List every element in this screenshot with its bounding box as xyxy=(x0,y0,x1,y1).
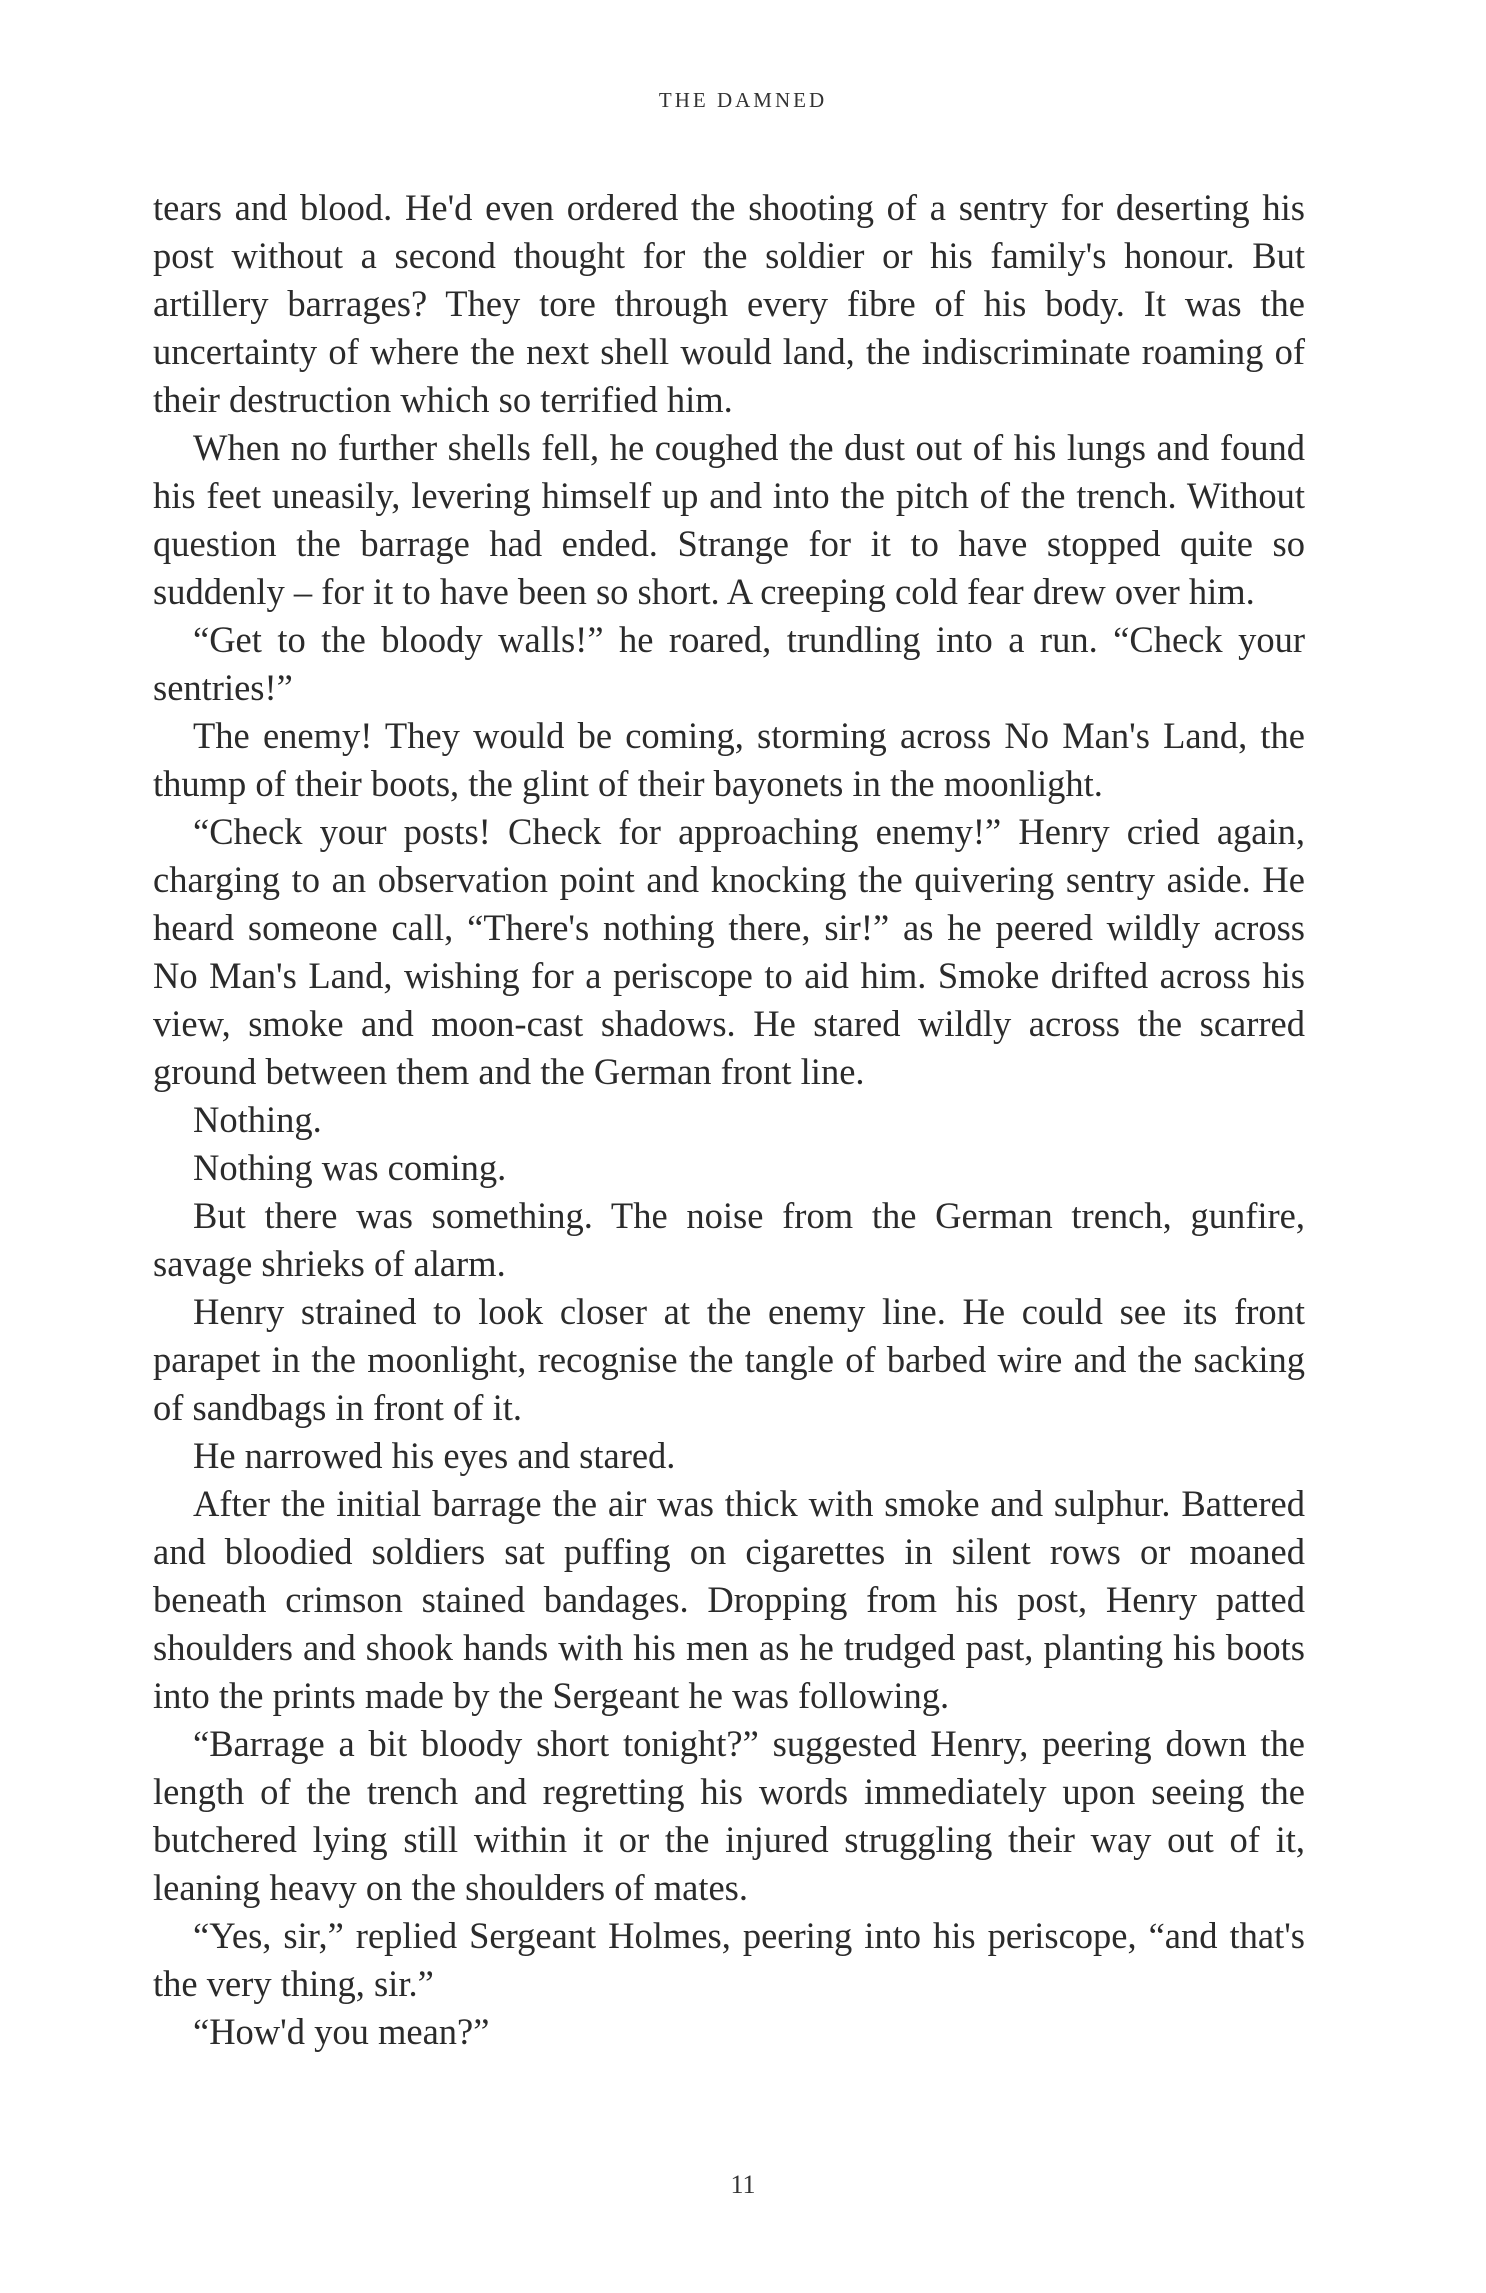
paragraph: Nothing. xyxy=(193,1099,322,1140)
paragraph: Nothing was coming. xyxy=(193,1147,507,1188)
paragraph: He narrowed his eyes and stared. xyxy=(193,1435,676,1476)
paragraph: After the initial barrage the air was thick with smoke and sulphur. Battered and bloodied soldiers sat puffing on cigarettes in silent rows or moaned beneath crimson stained bandages. Dropping from his post, Henry patted shoulders and shook hands with his men as he trudged past, planting his boots into the prints made by the Sergeant he was following. xyxy=(153,1483,1305,1716)
running-head: THE DAMNED xyxy=(658,88,828,112)
paragraph: Henry strained to look closer at the enemy line. He could see its front parapet in the moonlight, recognise the tangle of barbed wire and the sacking of sandbags in front of it. xyxy=(153,1291,1305,1428)
paragraph: “Check your posts! Check for approaching enemy!” Henry cried again, charging to an observation point and knocking the quivering sentry aside. He heard someone call, “There's nothing there, sir!” as he peered wildly across No Man's Land, wishing for a periscope to aid him. Smoke drifted across his view, smoke and moon-cast shadows. He stared wildly across the scarred ground between them and the German front line. xyxy=(153,811,1305,1092)
paragraph: But there was something. The noise from the German trench, gunfire, savage shrieks of alarm. xyxy=(153,1195,1305,1284)
paragraph: tears and blood. He'd even ordered the shooting of a sentry for deserting his post without a second thought for the soldier or his family's honour. But artillery barrages? They tore through every fibre of his body. It was the uncertainty of where the next shell would land, the indiscriminate roaming of their destruction which so terrified him. xyxy=(153,187,1305,420)
paragraph: The enemy! They would be coming, storming across No Man's Land, the thump of their boots, the glint of their bayonets in the moonlight. xyxy=(153,715,1305,804)
paragraph: “Get to the bloody walls!” he roared, trundling into a run. “Check your sentries!” xyxy=(153,619,1305,708)
paragraph: “How'd you mean?” xyxy=(193,2011,490,2052)
paragraph: “Yes, sir,” replied Sergeant Holmes, peering into his periscope, “and that's the very thing, sir.” xyxy=(153,1915,1305,2004)
body-text xyxy=(153,184,1305,2056)
paragraph: “Barrage a bit bloody short tonight?” suggested Henry, peering down the length of the trench and regretting his words immediately upon seeing the butchered lying still within it or the injured struggling their way out of it, leaning heavy on the shoulders of mates. xyxy=(153,1723,1305,1908)
paragraph: When no further shells fell, he coughed the dust out of his lungs and found his feet uneasily, levering himself up and into the pitch of the trench. Without question the barrage had ended. Strange for it to have stopped quite so suddenly – for it to have been so short. A creeping cold fear drew over him. xyxy=(153,427,1305,612)
page-number: 11 xyxy=(730,2170,756,2199)
